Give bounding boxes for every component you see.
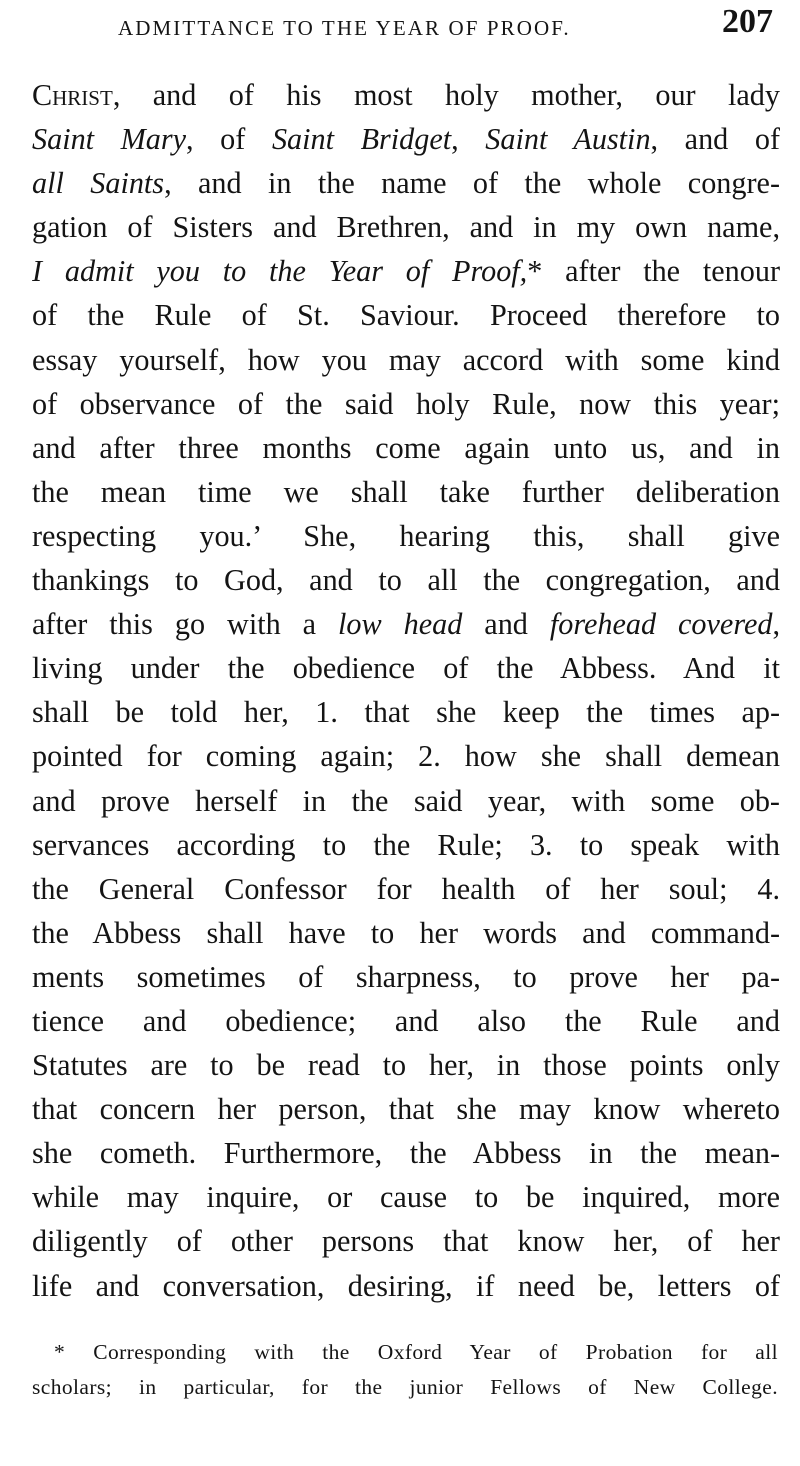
footnote-line-2: scholars; in particular, for the junior Fellows of New College. [32,1375,778,1399]
text-line-21: ments sometimes of sharpness, to prove her pa- [32,959,780,994]
text-line-3 [32,161,780,205]
text-line-2 [32,117,780,161]
text-span: after this go with a [32,607,339,642]
body-text [32,73,780,1308]
text-span: Saint Mary [32,122,187,157]
text-span: I admit you to the Year of Proof, [32,254,528,289]
text-line-15: shall be told her, 1. that she keep the times ap- [32,695,780,730]
text-line-28: life and conversation, desiring, if need be, letters of [32,1268,780,1303]
text-line-4: gation of Sisters and Brethren, and in my own name, [32,210,780,245]
text-span: , of [186,122,272,157]
text-span: and [462,607,550,642]
text-span: Saint Bridget [271,122,452,157]
running-head: ADMITTANCE TO THE YEAR OF PROOF. [118,16,571,40]
text-line-10: the mean time we shall take further deliberation [32,474,780,509]
text-span: Saint Austin [485,122,651,157]
text-line-27: diligently of other persons that know her, of her [32,1224,780,1259]
text-span: , and in the name of the whole congre- [164,166,780,201]
text-line-14: living under the obedience of the Abbess. And it [32,651,780,686]
text-line-5 [32,249,780,293]
text-span: all Saints [32,166,165,201]
text-line-6: of the Rule of St. Saviour. Proceed therefore to [32,298,780,333]
text-line-20: the Abbess shall have to her words and command- [32,915,780,950]
text-span: Christ [32,78,113,112]
text-span: , [451,122,486,157]
text-line-22: tience and obedience; and also the Rule and [32,1003,780,1038]
text-line-13 [32,602,780,646]
text-line-8: of observance of the said holy Rule, now this year; [32,386,780,421]
footnote-line-1: * Corresponding with the Oxford Year of Probation for all [54,1340,778,1364]
text-span: , and of his most holy mother, our lady [112,78,780,112]
text-line-7: essay yourself, how you may accord with some kind [32,342,780,377]
text-span: * after the tenour [527,254,780,289]
text-line-11: respecting you.’ She, hearing this, shall give [32,518,780,553]
text-line-26: while may inquire, or cause to be inquired, more [32,1180,780,1215]
text-line-23: Statutes are to be read to her, in those points only [32,1048,780,1083]
text-span: , and of [650,122,780,157]
text-line-12: thankings to God, and to all the congregation, and [32,563,780,598]
text-span: , [772,607,780,642]
text-span: low head [338,607,463,642]
text-line-18: servances according to the Rule; 3. to speak with [32,827,780,862]
text-line-24: that concern her person, that she may know whereto [32,1092,780,1127]
text-line-17: and prove herself in the said year, with some ob- [32,783,780,818]
text-line-19: the General Confessor for health of her soul; 4. [32,871,780,906]
text-line-9: and after three months come again unto us, and in [32,430,780,465]
text-line-25: she cometh. Furthermore, the Abbess in the mean- [32,1136,780,1171]
footnote [32,1335,778,1405]
text-line-16: pointed for coming again; 2. how she shall demean [32,739,780,774]
text-span: forehead covered [549,607,773,642]
page-number: 207 [722,3,773,40]
text-line-1 [32,73,780,117]
page-header [0,0,800,60]
